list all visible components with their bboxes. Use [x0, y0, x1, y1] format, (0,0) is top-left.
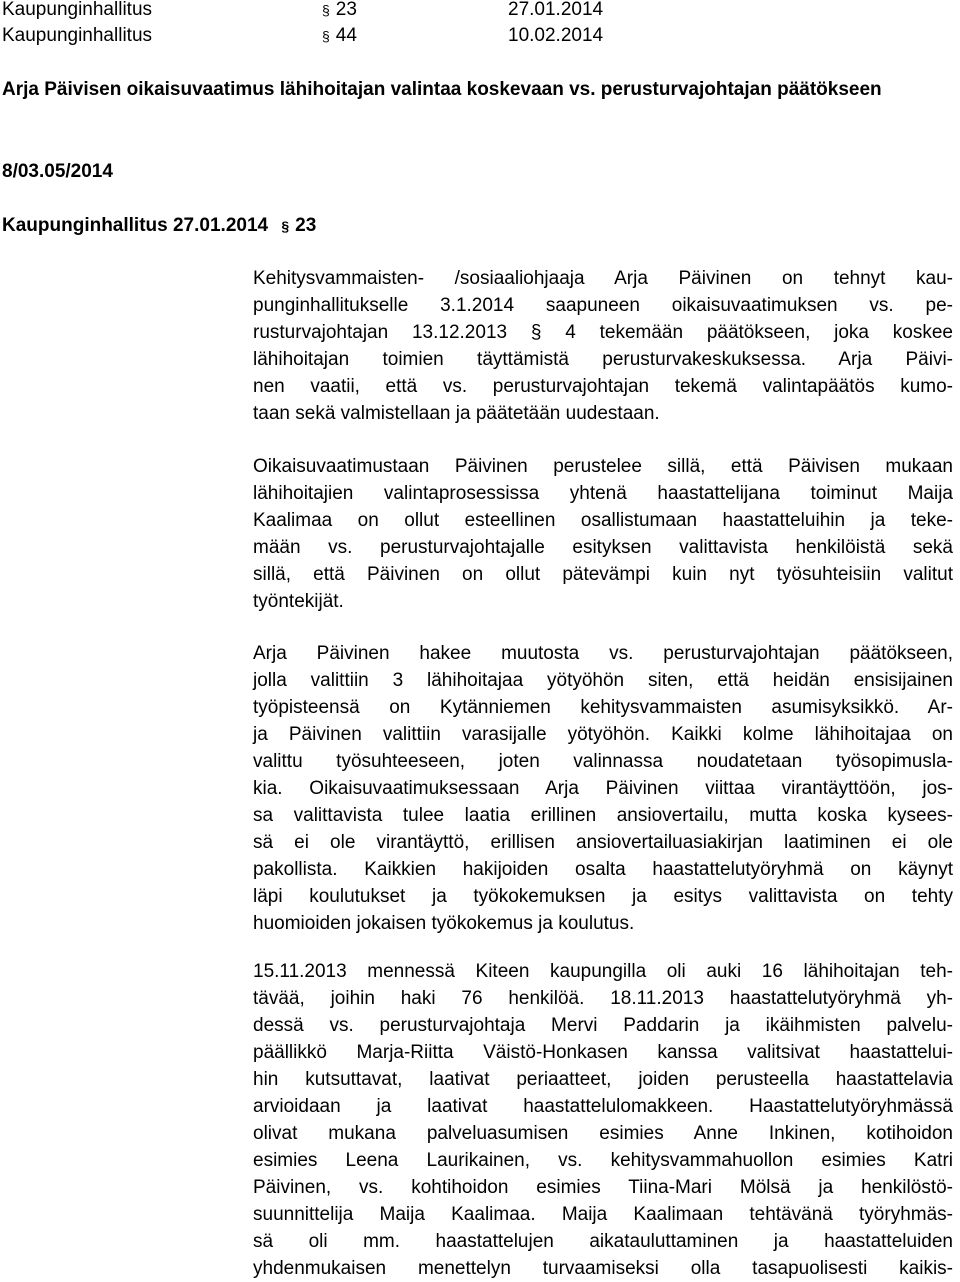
text-line: päällikkö Marja-Riitta Väistö-Honkasen kanssa valitsivat haastattelui-: [253, 1042, 953, 1063]
text-line: suunnittelija Maija Kaalimaa. Maija Kaalimaan tehtävänä työryhmäs-: [253, 1204, 953, 1225]
text-line: arvioidaan ja laativat haastattelulomakkeen. Haastattelutyöryhmässä: [253, 1096, 953, 1117]
history-date: 10.02.2014: [508, 25, 604, 46]
text-line: rusturvajohtajan 13.12.2013 § 4 tekemään päätökseen, joka koskee: [253, 322, 953, 343]
text-line: punginhallitukselle 3.1.2014 saapuneen oikaisuvaatimuksen vs. pe-: [253, 295, 953, 316]
text-line: Päivinen, vs. kohtihoidon esimies Tiina-Mari Mölsä ja henkilöstö-: [253, 1177, 953, 1198]
text-line: lähihoitajien valintaprosessissa yhtenä haastattelijana toiminut Maija: [253, 483, 953, 504]
text-line: tävää, joihin haki 76 henkilöä. 18.11.2013 haastattelutyöryhmä yh-: [253, 988, 953, 1009]
text-line: jolla valittiin 3 lähihoitajaa yötyöhön siten, että heidän ensisijainen: [253, 670, 953, 691]
text-line: läpi koulutukset ja työkokemuksen ja esitys valittavista on tehty: [253, 886, 953, 907]
history-body: Kaupunginhallitus: [2, 25, 153, 46]
text-line: valittu työsuhteeseen, joten valinnassa noudatetaan työsopimusla-: [253, 751, 953, 772]
paragraph-2: [253, 453, 953, 615]
text-line: Kehitysvammaisten- /sosiaaliohjaaja Arja Päivinen on tehnyt kau-: [253, 268, 953, 289]
text-line: kia. Oikaisuvaatimuksessaan Arja Päivinen viittaa virantäyttöön, jos-: [253, 778, 953, 799]
section-icon: §: [322, 28, 330, 44]
text-line: lähihoitajan toimien täyttämistä perusturvakeskuksessa. Arja Päivi-: [253, 349, 953, 370]
text-line: hin kutsuttavat, laativat periaatteet, joiden perusteella haastattelavia: [253, 1069, 953, 1090]
text-line: yhdenmukaisen menettelyn turvaamiseksi olla tasapuolisesti kaikis-: [253, 1258, 953, 1279]
text-line: Arja Päivinen hakee muutosta vs. perusturvajohtajan päätökseen,: [253, 643, 953, 664]
meeting-body: Kaupunginhallitus 27.01.2014: [2, 215, 269, 236]
paragraph-1: [253, 265, 953, 427]
paragraph-4: [253, 958, 953, 1282]
history-section-number: 23: [335, 0, 357, 20]
text-line: esimies Leena Laurikainen, vs. kehitysvammahuollon esimies Katri: [253, 1150, 953, 1171]
section-icon: §: [322, 2, 330, 18]
text-line: pakollista. Kaikkien hakijoiden osalta haastattelutyöryhmä on käynyt: [253, 859, 953, 880]
paragraph-3: [253, 640, 953, 937]
text-line: taan sekä valmistellaan ja päätetään uudestaan.: [253, 403, 660, 424]
text-line: sä ei ole virantäyttö, erillisen ansiovertailuasiakirjan laatiminen ei ole: [253, 832, 953, 853]
history-date: 27.01.2014: [508, 0, 604, 20]
text-line: huomioiden jokaisen työkokemus ja koulutus.: [253, 913, 635, 934]
history-section-number: 44: [335, 25, 357, 46]
text-line: Oikaisuvaatimustaan Päivinen perustelee sillä, että Päivisen mukaan: [253, 456, 953, 477]
text-line: mään vs. perusturvajohtajalle esityksen valittavista henkilöistä sekä: [253, 537, 953, 558]
text-line: ja Päivinen valittiin varasijalle yötyöhön. Kaikki kolme lähihoitajaa on: [253, 724, 953, 745]
meeting-section-number: 23: [295, 215, 317, 236]
document-title: Arja Päivisen oikaisuvaatimus lähihoitajan valintaa koskevaan vs. perusturvajohtajan päätökseen: [2, 79, 882, 100]
text-line: sä oli mm. haastattelujen aikatauluttaminen ja haastatteluiden: [253, 1231, 953, 1252]
history-body: Kaupunginhallitus: [2, 0, 153, 20]
text-line: nen vaatii, että vs. perusturvajohtajan tekemä valintapäätös kumo-: [253, 376, 953, 397]
reference-number: 8/03.05/2014: [2, 161, 113, 182]
text-line: dessä vs. perusturvajohtaja Mervi Paddarin ja ikäihmisten palvelu-: [253, 1015, 953, 1036]
text-line: työntekijät.: [253, 591, 344, 612]
text-line: olivat mukana palveluasumisen esimies Anne Inkinen, kotihoidon: [253, 1123, 953, 1144]
text-line: sillä, että Päivinen on ollut pätevämpi kuin nyt työsuhteisiin valitut: [253, 564, 953, 585]
meeting-line: [2, 212, 316, 240]
text-line: 15.11.2013 mennessä Kiteen kaupungilla oli auki 16 lähihoitajan teh-: [253, 961, 953, 982]
text-line: sa valittavista tulee laatia erillinen ansiovertailu, mutta koska kysees-: [253, 805, 953, 826]
section-icon: §: [281, 218, 290, 234]
text-line: työpisteensä on Kytänniemen kehitysvammaisten asumisyksikkö. Ar-: [253, 697, 953, 718]
text-line: Kaalimaa on ollut esteellinen osallistumaan haastatteluihin ja teke-: [253, 510, 953, 531]
